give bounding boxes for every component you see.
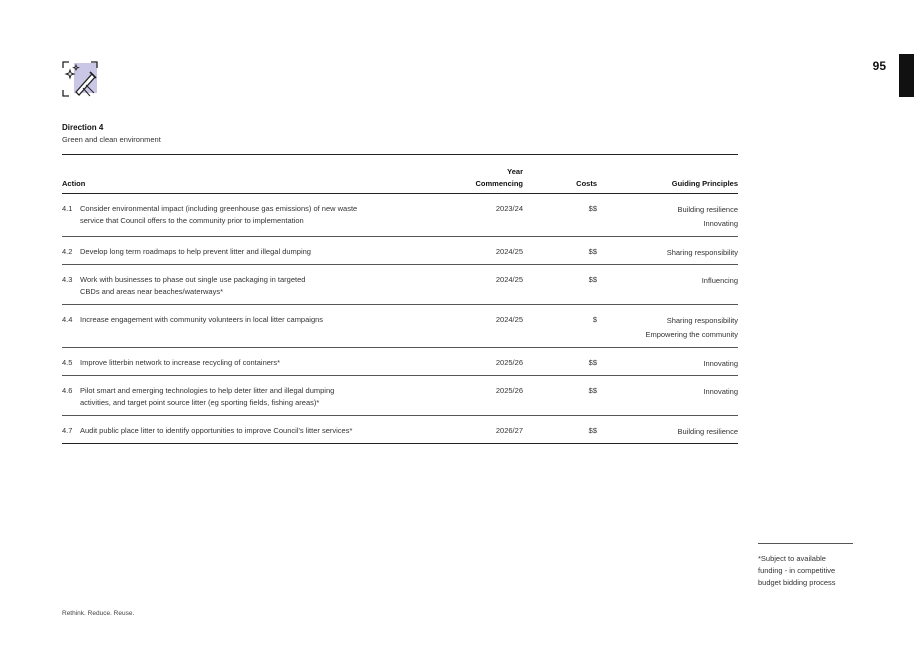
row-number: 4.6 [62, 386, 73, 395]
row-principles [667, 246, 738, 260]
row-principles [678, 203, 738, 231]
action-line: Develop long term roadmaps to help prevent litter and illegal dumping [80, 247, 311, 256]
footnote-line: budget bidding process [758, 578, 836, 587]
row-year: 2024/25 [495, 247, 523, 256]
table-row [62, 376, 738, 416]
principle: Innovating [703, 387, 738, 396]
action-line: activities, and target point source litter (eg sporting fields, fishing areas)* [80, 398, 320, 407]
table-header [62, 154, 738, 194]
table-row [62, 194, 738, 237]
footnote-line: *Subject to available [758, 554, 826, 563]
table-row [62, 348, 738, 376]
table-row [62, 305, 738, 348]
principle: Innovating [703, 359, 738, 368]
row-cost: $$ [588, 247, 597, 256]
column-header-action: Action [62, 179, 86, 188]
table-row [62, 416, 738, 444]
principle: Building resilience [677, 205, 738, 214]
row-principles [645, 314, 738, 342]
footnote [758, 553, 858, 589]
principle: Innovating [703, 219, 738, 228]
column-header-year [475, 166, 523, 190]
row-action [80, 314, 390, 326]
row-action [80, 357, 390, 369]
principle: Influencing [701, 276, 738, 285]
row-principles [703, 385, 738, 399]
footer-tagline: Rethink. Reduce. Reuse. [62, 610, 135, 617]
principle: Empowering the community [645, 330, 738, 339]
action-line: Increase engagement with community volunteers in local litter campaigns [80, 315, 324, 324]
action-line: Pilot smart and emerging technologies to help deter litter and illegal dumping [80, 386, 335, 395]
row-action [80, 425, 410, 437]
row-principles [703, 357, 738, 371]
row-action [80, 203, 390, 227]
column-header-principles: Guiding Principles [671, 179, 738, 188]
column-header-year-line1: Year [507, 167, 523, 176]
actions-table [62, 154, 738, 444]
row-year: 2023/24 [495, 204, 523, 213]
row-cost: $$ [588, 275, 597, 284]
table-row [62, 237, 738, 265]
row-year: 2025/26 [495, 386, 523, 395]
row-year: 2024/25 [495, 315, 523, 324]
footnote-divider [758, 543, 853, 544]
row-action [80, 246, 390, 258]
row-year: 2024/25 [495, 275, 523, 284]
row-number: 4.1 [62, 204, 73, 213]
page-edge-tab [899, 54, 914, 97]
principle: Sharing responsibility [666, 316, 738, 325]
row-year: 2026/27 [495, 426, 523, 435]
column-header-year-line2: Commencing [475, 179, 523, 188]
row-cost: $$ [588, 426, 597, 435]
row-cost: $$ [588, 204, 597, 213]
row-cost: $$ [588, 358, 597, 367]
table-row [62, 265, 738, 305]
row-number: 4.3 [62, 275, 73, 284]
row-cost: $$ [588, 386, 597, 395]
cleaning-squeegee-sparkle-icon [61, 60, 99, 98]
page-number: 95 [872, 59, 886, 73]
row-cost: $ [592, 315, 597, 324]
row-principles [678, 425, 738, 439]
footnote-line: funding - in competitive [758, 566, 836, 575]
action-line: Consider environmental impact (including greenhouse gas emissions) of new waste [80, 204, 358, 213]
row-action [80, 274, 390, 298]
action-line: CBDs and areas near beaches/waterways* [80, 287, 223, 296]
row-number: 4.2 [62, 247, 73, 256]
row-principles [702, 274, 738, 288]
column-header-costs: Costs [576, 179, 597, 188]
action-line: Work with businesses to phase out single use packaging in targeted [80, 275, 306, 284]
action-line: service that Council offers to the community prior to implementation [80, 216, 304, 225]
principle: Sharing responsibility [666, 248, 738, 257]
direction-title: Direction 4 [62, 123, 104, 132]
row-action [80, 385, 390, 409]
row-number: 4.5 [62, 358, 73, 367]
action-line: Audit public place litter to identify opportunities to improve Council's litter services* [80, 426, 353, 435]
direction-subtitle: Green and clean environment [62, 135, 161, 144]
row-number: 4.7 [62, 426, 73, 435]
action-line: Improve litterbin network to increase recycling of containers* [80, 358, 281, 367]
row-year: 2025/26 [495, 358, 523, 367]
row-number: 4.4 [62, 315, 73, 324]
principle: Building resilience [677, 427, 738, 436]
